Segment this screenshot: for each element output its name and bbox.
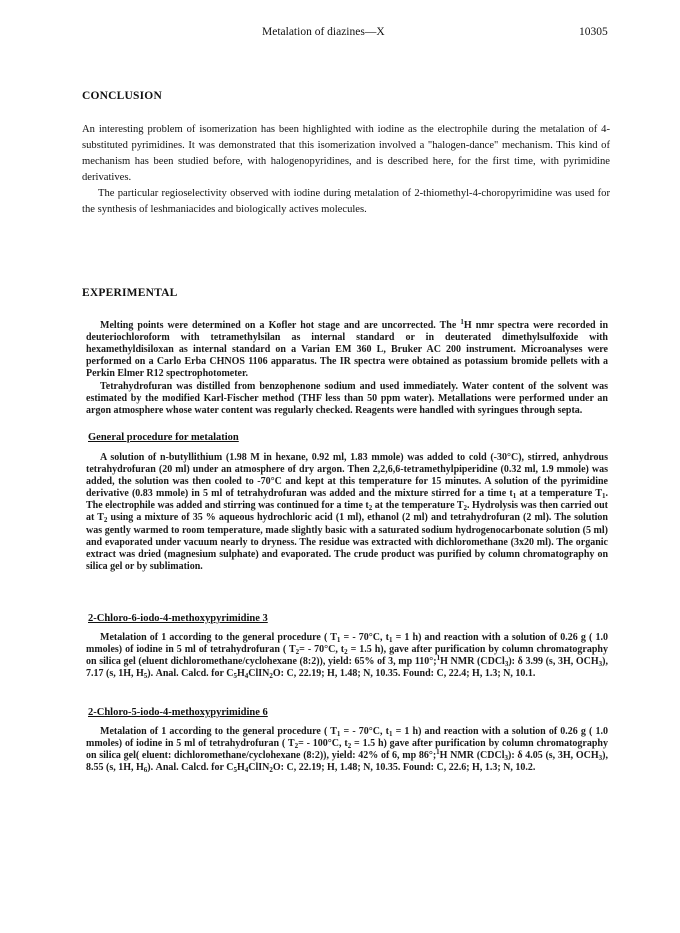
- text-run: ClIN: [248, 668, 270, 680]
- page-number: 10305: [579, 26, 608, 38]
- subscript: 2: [294, 742, 299, 751]
- subscript: 1: [512, 492, 517, 501]
- text-run: = - 100°C, t: [298, 738, 348, 750]
- subscript: 1: [388, 636, 393, 644]
- text-run: at the temperature T: [372, 500, 464, 512]
- experimental-intro-paragraph-2: Tetrahydrofuran was distilled from benzophenone sodium and used immediately. Water content of the solvent was estimated by the modified Karl-Fischer method (THF less than 50 ppm water). Metallations were performed under an argon atmosphere whose water content was regularly checked. Reagents were handled with syringues through septa.: [86, 381, 608, 417]
- subscript: 4: [244, 672, 249, 681]
- text-run: H: [236, 668, 245, 680]
- text-run: ): δ 4.05 (s, 3H, OCH: [508, 750, 599, 762]
- text-run: . The electrophile was added and stirring was continued for a time t: [86, 488, 608, 512]
- conclusion-paragraph-1: An interesting problem of isomerization has been highlighted with iodine as the electrophile during the metalation of 4-substituted pyrimidines. It was demonstrated that this isomerization involved a "halogen-dance" mechanism. This kind of mechanism has been studied before, with halogenopyridines, and is described here, for the first time, with pyrimidine derivatives.: [82, 124, 610, 183]
- text-run: ): δ 3.99 (s, 3H, OCH: [508, 656, 599, 668]
- text-run: H nmr spectra were recorded in deuteriochloroform with tetramethylsilan as internal standard or in deuterated dimethylsulfoxide with hexamethyldisiloxan as internal standard on a Varian EM 360 L, Bruker AC 200 instrument. Microanalyses were performed on a Carlo Erba CHNOS 1106 apparatus. The IR spectra were obtained as potassium bromide pellets with a Perkin Elmer R12 spectrophotometer.: [86, 320, 609, 380]
- text-run: = 1.5 h) gave after purification by column chromatography on silica gel( eluent: dichloromethane/cyclohexane (8:2)), yield: 42% of 6, mp 86°;: [86, 738, 608, 762]
- subscript: 2: [368, 504, 373, 513]
- text-run: O: C, 22.19; H, 1.48; N, 10.35. Found: C, 22.4; H, 1.3; N, 10.1.: [272, 668, 536, 680]
- text-run: ), 7.17 (s, 1H, H: [86, 656, 608, 680]
- text-run: Melting points were determined on a Kofler hot stage and are uncorrected. The: [100, 320, 461, 331]
- subscript: 1: [336, 730, 341, 738]
- text-run: = 1 h) and reaction with a solution of 0.26 g ( 1.0 mmoles) of iodine in 5 ml of tetrahydrofuran ( T: [86, 726, 608, 750]
- compound-6-heading: 2-Chloro-5-iodo-4-methoxypyrimidine 6: [88, 707, 268, 718]
- text-run: at a temperature T: [516, 488, 602, 500]
- subscript: 5: [233, 672, 237, 681]
- general-procedure-heading: General procedure for metalation: [88, 432, 239, 443]
- superscript: 1: [436, 654, 441, 663]
- subscript: 5: [233, 766, 237, 775]
- running-title: Metalation of diazines—X: [262, 26, 385, 38]
- superscript: 1: [460, 318, 464, 326]
- subscript: 3: [598, 660, 603, 669]
- text-run: ), 8.55 (s, 1H, H: [86, 750, 608, 774]
- experimental-intro-paragraph-1: [86, 320, 608, 380]
- subscript: 3: [504, 660, 509, 669]
- text-run: . Hydrolysis was then carried out at T: [86, 500, 608, 524]
- subscript: 1: [602, 492, 606, 501]
- text-run: H: [236, 762, 245, 774]
- general-procedure-paragraph: [86, 452, 608, 573]
- conclusion-paragraph-2: The particular regioselectivity observed with iodine during metalation of 2-thiomethyl-4-choropyrimidine was used for the synthesis of leshmaniacides and biologically actives molecules.: [82, 188, 610, 215]
- subscript: 2: [103, 516, 108, 525]
- text-run: O: C, 22.19; H, 1.48; N, 10.35. Found: C, 22.6; H, 1.3; N, 10.2.: [272, 762, 536, 774]
- compound-3-paragraph: [86, 632, 608, 680]
- subscript: 3: [504, 754, 508, 763]
- compound-6-paragraph: [86, 726, 608, 774]
- text-run: Metalation of 1 according to the general procedure ( T: [100, 726, 337, 737]
- text-run: = 1 h) and reaction with a solution of 0.26 g ( 1.0 mmoles) of iodine in 5 ml of tetrahydrofuran ( T: [86, 632, 608, 656]
- subscript: 4: [244, 766, 249, 775]
- conclusion-heading: CONCLUSION: [82, 90, 162, 102]
- text-run: ). Anal. Calcd. for C: [147, 668, 234, 680]
- subscript: 2: [463, 504, 468, 513]
- text-run: using a mixture of 35 % aqueous hydrochloric acid (1 ml), ethanol (2 ml) and tetrahydrofuran (2 ml). The solution was gently warmed to room temperature, made slightly basic with a saturated sodium hydrogenocarbonate solution (5 ml) and evaporated under vacuum nearly to dryness. The residue was extracted with dichloromethane (3x20 ml). The organic extract was dried (magnesium sulphate) and evaporated. The crude product was purified by column chromatography on silica gel or by sublimation.: [86, 512, 608, 572]
- subscript: 2: [344, 648, 348, 657]
- subscript: 2: [269, 766, 273, 775]
- text-run: ). Anal. Calcd. for C: [147, 762, 234, 774]
- text-run: A solution of n-butyllithium (1.98 M in hexane, 0.92 ml, 1.83 mmole) was added to cold (-30°C), stirred, anhydrous tetrahydrofuran (20 ml) under an atmosphere of dry argon. Then 2,2,6,6-tetramethylpiperidine (0.32 ml, 1.9 mmole) was added, the solution was then cooled to -70°C and kept at this temperature for 15 minutes. A solution of the pyrimidine derivative (0.83 mmole) in 5 ml of tetrahydrofuran was added and the mixture stirred for a time t: [86, 452, 608, 500]
- text-run: Metalation of 1 according to the general procedure ( T: [100, 632, 337, 643]
- text-run: ClIN: [248, 762, 270, 774]
- text-run: H NMR (CDCl: [440, 656, 505, 668]
- subscript: 2: [269, 672, 273, 681]
- subscript: 6: [143, 766, 148, 775]
- text-run: = 1.5 h), gave after purification by column chromatography on silica gel (eluent dichloromethane/cyclohexane (8:2)), yield: 65% of 3, mp 110°;: [86, 644, 608, 668]
- text-run: = - 70°C, t: [299, 644, 345, 656]
- text-run: = - 70°C, t: [340, 632, 389, 643]
- compound-3-heading: 2-Chloro-6-iodo-4-methoxypyrimidine 3: [88, 613, 268, 624]
- experimental-heading: EXPERIMENTAL: [82, 287, 178, 299]
- subscript: 5: [143, 672, 148, 681]
- subscript: 3: [598, 754, 603, 763]
- page-header: [0, 26, 680, 44]
- text-run: = - 70°C, t: [340, 726, 389, 737]
- subscript: 1: [336, 636, 341, 644]
- superscript: 1: [436, 748, 440, 757]
- subscript: 1: [388, 730, 393, 738]
- text-run: H NMR (CDCl: [439, 750, 505, 762]
- subscript: 2: [295, 648, 300, 657]
- subscript: 2: [347, 742, 352, 751]
